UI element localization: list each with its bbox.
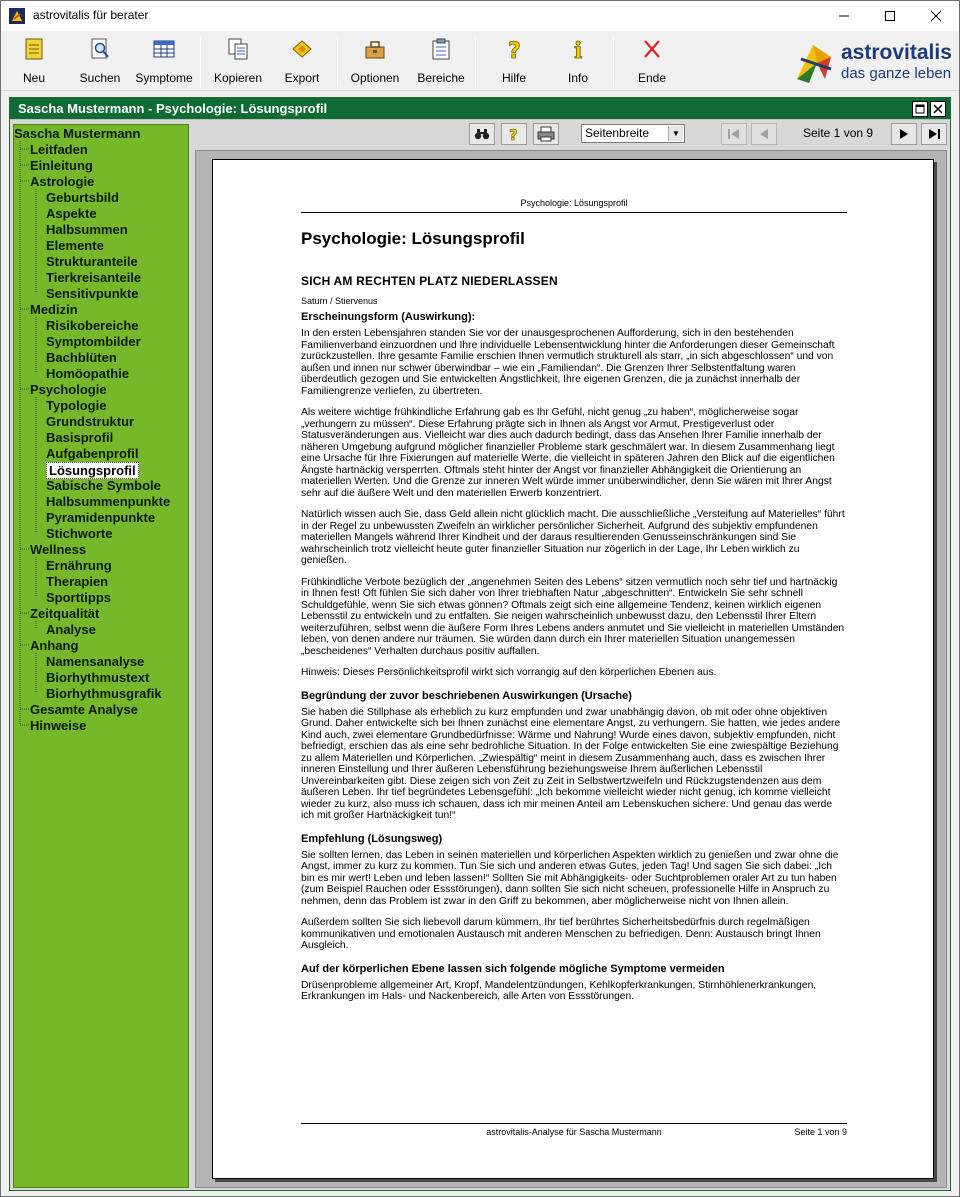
info-button-label: Info [567,71,588,85]
nav-item[interactable]: Basisprofil [46,430,114,445]
astrovitalis-logo [791,39,956,85]
toolbar-separator [200,37,201,87]
doc-maximize-button[interactable] [912,101,928,117]
copy-button[interactable] [213,35,263,89]
binoculars-icon [474,127,490,141]
nav-item[interactable]: Lösungsprofil [46,462,139,479]
search-icon [86,35,114,63]
nav-item[interactable]: Elemente [46,238,104,253]
app-logo-icon [9,8,25,24]
new-button-label: Neu [22,71,45,85]
nav-item[interactable]: Biorhythmusgrafik [46,686,162,701]
nav-item[interactable]: Strukturanteile [46,254,138,269]
options-button-label: Optionen [350,71,400,85]
previous-page-icon [757,128,771,140]
paragraph-appearance-4: Frühkindliche Verbote bezüglich der „angenehmen Seiten des Lebens“ sitzen vermutlich noch sehr tief und hartnäckig in Ihnen fest! Oft fühlen Sie sich daher von Ihrer triebhaften Natur „abgeschnitten“. Entwickeln Sie sehr schnell Schuldgefühle, wenn Sie sich etwas gönnen? Oftmals zeigt sich eine allgemeine Tendenz, keinen wirklich eigenen Lebensstil zu entwickeln und zu entfalten. Sie neigen wahrscheinlich unbewusst dazu, den Lebensstil Ihrer Eltern weiterzuführen, selbst wenn die äußere Form Ihres Lebens anders anmutet und Sie vielleicht in materiellen Umständen leben, von denen andere nur träumen. Sie würden dann durch ein Ihrer materiellen Situation unangemessen „bescheidenes“ Verhalten durchaus positiv auffallen. [301,576,845,657]
nav-item[interactable]: Typologie [46,398,107,413]
page-title: Psychologie: Lösungsprofil [301,229,525,248]
nav-item[interactable]: Homöopathie [46,366,130,381]
nav-item[interactable]: Symptombilder [46,334,141,349]
symptoms-button[interactable] [133,35,195,89]
nav-item[interactable]: Therapien [46,574,109,589]
last-page-icon [927,128,941,140]
doc-close-button[interactable] [930,101,946,117]
first-page-icon [727,128,741,140]
nav-item[interactable]: Namensanalyse [46,654,145,669]
help-button-label: Hilfe [501,71,526,85]
exit-button-label: Ende [637,71,667,85]
nav-item[interactable]: Stichworte [46,526,113,541]
paragraph-note: Hinweis: Dieses Persönlichkeitsprofil wirkt sich vorrangig auf den körperlichen Ebenen aus. [301,667,717,678]
nav-item[interactable]: Pyramidenpunkte [46,510,156,525]
export-icon [288,35,316,63]
toolbar-separator [475,37,476,87]
new-document-icon [20,35,48,63]
nav-item[interactable]: Biorhythmustext [46,670,150,685]
first-page-button[interactable] [721,123,747,145]
footer-client: astrovitalis-Analyse für Sascha Mustermann [486,1127,662,1137]
copy-icon [224,35,252,63]
nav-item[interactable]: Wellness [30,542,87,557]
paragraph-recommendation-1: Sie sollten lernen, das Leben in seinen materiellen und körperlichen Aspekten wirklich zu genießen und zwar ohne die Angst, immer zu kurz zu kommen. Tun Sie sich und anderen etwas Gutes, jeden Tag! Und sagen Sie sich dabei: „Ich bin es mir wert! Leben und leben lassen!“ Sollten Sie mit Abhängigkeits- oder Suchtproblemen oraler Art zu tun haben (zum Beispiel Rauchen oder Essstörungen), dann sollten Sie sich nicht scheuen, professionelle Hilfe in Anspruch zu nehmen, denn das Problem ist zwar in den Griff zu bekommen, aber möglicherweise nicht von Ihnen allein. [301,849,839,907]
areas-button[interactable] [417,35,465,89]
nav-item[interactable]: Hinweise [30,718,87,733]
previous-page-button[interactable] [751,123,777,145]
navigation-tree [13,124,189,1188]
help-button[interactable] [497,35,531,89]
paragraph-recommendation-2: Außerdem sollten Sie sich liebevoll darum kümmern, Ihr tief berührtes Sicherheitsbedürfnis durch regelmäßigen kommunikativen und emotionalen Austausch mit anderen Menschen zu befriedigen. Denn: Austausch bringt Ihnen Ausgleich. [301,917,821,951]
paragraph-appearance-3: Natürlich wissen auch Sie, dass Geld allein nicht glücklich macht. Die ausschließliche „Versteifung auf Materielles“ führt in der Regel zu unbewussten Zweifeln an wirklicher persönlicher Sicherheit. Aufgrund des subjektiv empfundenen materiellen Mangels während Ihrer Kindheit und der daraus resultierenden Genusseinschränkungen sind Sie wahrscheinlich trotz vielleicht heute guter finanzieller Situation nur zögerlich in der Lage, Ihr Leben wirklich zu genießen. [301,509,845,566]
nav-item[interactable]: Bachblüten [46,350,117,365]
document-window [9,97,951,1191]
paragraph-symptoms: Drüsenprobleme allgemeiner Art, Kropf, Mandelentzündungen, Kehlkopferkrankungen, Stirnhöhlenerkrankungen, Erkrankungen im Hals- und Nackenbereich, alle Arten von Essstörungen. [301,979,817,1002]
paragraph-appearance-2: Als weitere wichtige frühkindliche Erfahrung gab es Ihr Gefühl, nicht genug „zu haben“, möglicherweise sogar „verhungern zu müssen“. Diese Erfahrung prägte sich in Ihnen als Angst vor Armut, Prestigeverlust oder Statusveränderungen aus. Vielleicht war dies auch dadurch bedingt, dass das Ansehen Ihrer Familie innerhalb der näheren Umgebung aufgrund möglicher finanzieller Probleme stark geschmälert war. In diesem Zusammenhang liegt eine Ursache für Ihre Fixierungen auf materielle Werte, die vielleicht in späteren Jahren den Blick auf die eigentlichen Ängste hartnäckig versperrten. Oftmals steht hinter der Angst vor finanzieller Abhängigkeit die Orientierung an materiellen Werten. Und die Grenze zur inneren Welt würde immer unüberwindlicher, denn Sie wären mit Ihrer Angst sehr auf die äußere Welt und den materiellen Erwerb konzentriert. [301,407,835,499]
nav-item[interactable]: Gesamte Analyse [30,702,138,717]
print-button[interactable] [533,123,559,145]
nav-item[interactable]: Sporttipps [46,590,111,605]
nav-item[interactable]: Leitfaden [30,142,88,157]
logo-name: astrovitalis [841,41,952,64]
heading-appearance: Erscheinungsform (Auswirkung): [301,311,476,323]
aspect-label: Saturn / Stiervenus [301,296,378,306]
chevron-down-icon: ▼ [668,126,683,141]
zoom-select[interactable] [581,124,685,143]
info-button[interactable] [561,35,595,89]
help-question-icon [507,126,521,142]
printer-icon [537,126,555,142]
help-question-icon [500,35,528,63]
nav-item[interactable]: Geburtsbild [46,190,119,205]
nav-item[interactable]: Sensitivpunkte [46,286,139,301]
report-page [212,159,934,1179]
maximize-button[interactable] [867,1,913,31]
nav-item[interactable]: Aspekte [46,206,97,221]
viewer-help-button[interactable] [501,123,527,145]
heading-cause: Begründung der zuvor beschriebenen Auswirkungen (Ursache) [301,689,632,702]
nav-item[interactable]: Risikobereiche [46,318,139,333]
options-toolbox-icon [361,35,389,63]
paragraph-appearance-1: In den ersten Lebensjahren standen Sie vor der unausgesprochenen Aufforderung, sich in den bestehenden Familienverband einzuordnen und Ihre individuelle Lebensentwicklung hinter die Anforderungen dieser Gemeinschaft zurückzustellen. Ihre gesamte Familie erschien Ihnen vermutlich strukturell als starr, „in sich abgeschlossen“ und von außen und innen nur schwer überwindbar – wie ein „Familiendan“. Die Grenzen Ihrer Selbstentfaltung waren überdeutlich gezogen und Sie entwickelten Ängstlichkeit, Ihre eigenen Grenzen, die ja zunächst innerhalb der Familiengrenze verliefen, zu übertreten. [301,328,835,397]
new-button[interactable] [15,35,53,89]
close-button[interactable] [913,1,959,31]
find-button[interactable] [469,123,495,145]
exit-button[interactable] [635,35,669,89]
search-button-label: Suchen [79,71,121,85]
page-header: Psychologie: Lösungsprofil [301,198,847,213]
section-title: SICH AM RECHTEN PLATZ NIEDERLASSEN [301,274,558,288]
logo-star-icon [791,39,835,85]
search-button[interactable] [77,35,123,89]
page-footer [301,1123,847,1137]
svg-text:i: i [574,38,583,61]
nav-item[interactable]: Astrologie [30,174,95,189]
nav-item[interactable]: Anhang [30,638,79,653]
svg-text:?: ? [508,39,521,61]
areas-button-label: Bereiche [417,71,465,85]
svg-text:?: ? [509,126,518,142]
export-button[interactable] [283,35,321,89]
paragraph-cause: Sie haben die Stillphase als erheblich zu kurz empfunden und zwar unabhängig davon, ob mit oder ohne objektiven Grund. Daher entwickelte sich bei Ihnen zunächst eine elementare Angst, zu verhungern. Sie hatten, wie jedes andere Kind auch, zwei elementare Grundbedürfnisse: Wärme und Nahrung! Wurde eines davon, subjektiv empfunden, nicht befriedigt, erschien das als eine sehr bedrohliche Situation. In der Folge entwickelten Sie eine zwiespältige Beziehung zu allem Materiellen und Körperlichen. „Zwiespältig“ meint in diesem Zusammenhang auch, dass es zwischen Ihrer inneren Einstellung und Ihrer äußeren Lebensführung beziehungsweise Ihrem äußerlichen Lebensstil Unvereinbarkeiten gibt. Diese zeigen sich von Zeit zu Zeit in Selbstwertzweifeln und Rückzugstendenzen aus dem äußeren Leben. Ihr tief begründetes Lebensgefühl: „Ich bekomme vielleicht wieder nicht genug, ich komme vielleicht wieder zu kurz, also muss ich schauen, dass ich mir meinen Anteil am Lebenskuchen sichere. Und genau das werde ich mit großer Hartnäckigkeit tun!“ [301,706,841,821]
document-window-title: Sascha Mustermann - Psychologie: Lösungsprofil [10,98,950,120]
last-page-button[interactable] [921,123,947,145]
copy-button-label: Kopieren [213,71,263,85]
footer-page-number: Seite 1 von 9 [794,1127,847,1137]
symptoms-table-icon [150,35,178,63]
symptoms-button-label: Symptome [135,71,193,85]
nav-item[interactable]: Medizin [30,302,78,317]
viewer-toolbar [193,121,949,147]
nav-item[interactable]: Analyse [46,622,96,637]
nav-item[interactable]: Psychologie [30,382,107,397]
export-button-label: Export [284,71,320,85]
nav-item[interactable]: Ernährung [46,558,112,573]
logo-tagline: das ganze leben [841,65,952,82]
nav-item[interactable]: Grundstruktur [46,414,135,429]
next-page-button[interactable] [891,123,917,145]
options-button[interactable] [349,35,401,89]
nav-item[interactable]: Einleitung [30,158,93,173]
info-icon [564,35,592,63]
heading-recommendation: Empfehlung (Lösungsweg) [301,832,443,845]
heading-symptoms: Auf der körperlichen Ebene lassen sich folgende mögliche Symptome vermeiden [301,962,725,975]
toolbar-separator [337,37,338,87]
title-bar [1,1,959,31]
nav-root-client[interactable]: Sascha Mustermann [14,126,141,141]
nav-item[interactable]: Halbsummen [46,222,128,237]
nav-item[interactable]: Zeitqualität [30,606,100,621]
minimize-button[interactable] [821,1,867,31]
window-title: astrovitalis für berater [33,8,149,22]
page-indicator: Seite 1 von 9 [803,126,874,140]
nav-item[interactable]: Tierkreisanteile [46,270,142,285]
exit-x-icon [638,35,666,63]
areas-clipboard-icon [427,35,455,63]
next-page-icon [897,128,911,140]
zoom-select-value: Seitenbreite [585,126,650,140]
page-content [301,198,847,1003]
main-toolbar [1,31,959,91]
nav-item[interactable]: Halbsummenpunkte [46,494,171,509]
toolbar-separator [613,37,614,87]
nav-item[interactable]: Sabische Symbole [46,478,161,493]
page-preview-area[interactable] [195,150,947,1188]
nav-item[interactable]: Aufgabenprofil [46,446,139,461]
